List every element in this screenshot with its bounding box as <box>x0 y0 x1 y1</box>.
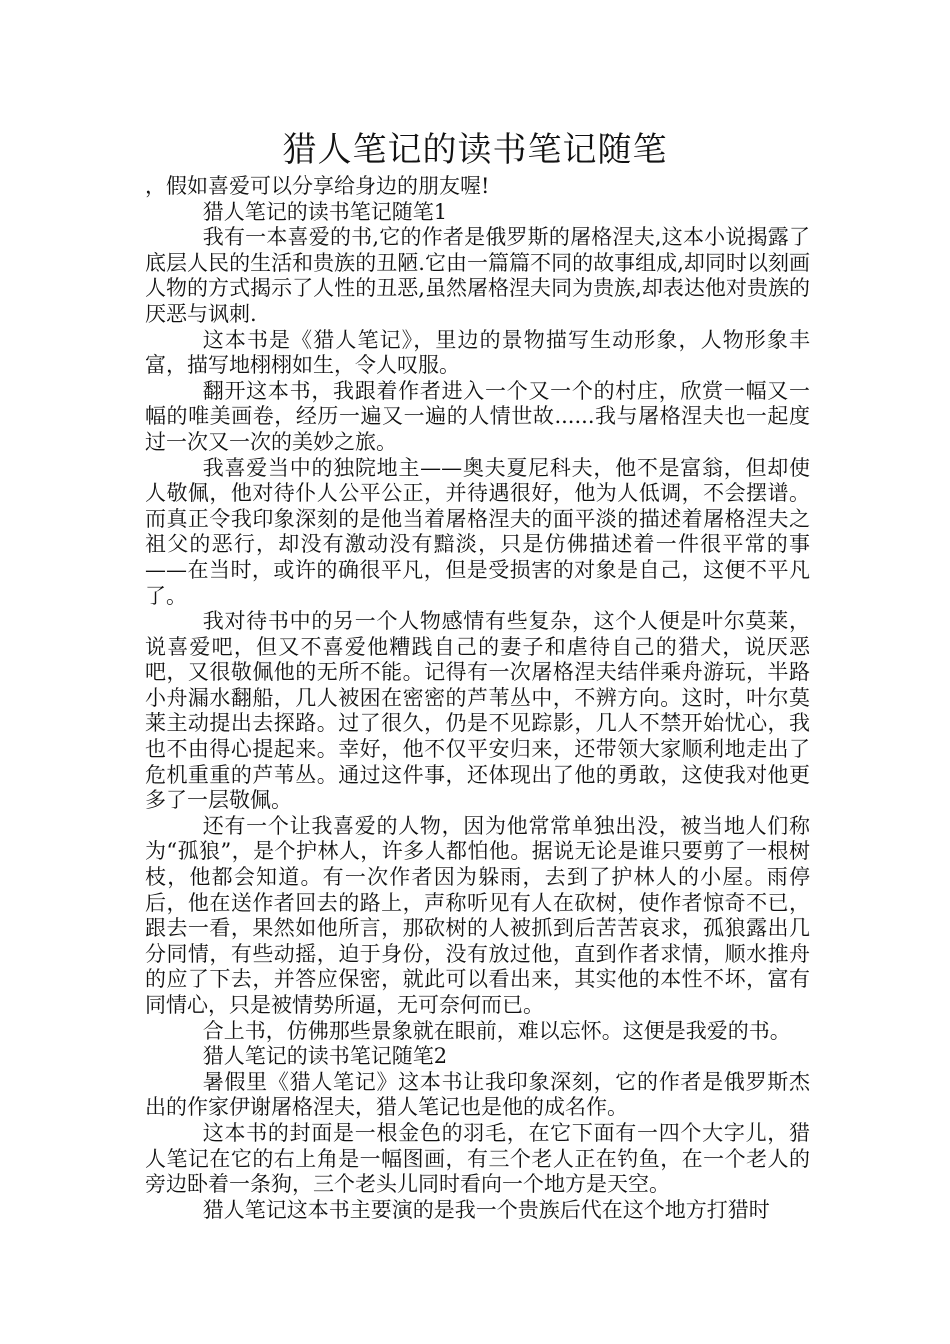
paragraph: 我喜爱当中的独院地主——奥夫夏尼科夫，他不是富翁，但却使人敬佩，他对待仆人公平公正，并待遇很好，他为人低调，不会摆谱。而真正令我印象深刻的是他当着屠格涅夫的面平淡的描述着屠格涅夫之祖父的恶行，却没有激动没有黯淡，只是仿佛描述着一件很平常的事——在当时，或许的确很平凡，但是受损害的对象是自己，这便不平凡了。 <box>145 455 810 608</box>
paragraph: ，假如喜爱可以分享给身边的朋友喔! <box>145 174 490 198</box>
paragraph: 暑假里《猎人笔记》这本书让我印象深刻，它的作者是俄罗斯杰出的作家伊谢屠格涅夫，猎人笔记也是他的成名作。 <box>145 1069 810 1120</box>
page-title: 猎人笔记的读书笔记随笔 <box>282 130 668 170</box>
paragraph: 猎人笔记的读书笔记随笔1 <box>202 199 448 224</box>
paragraph: 合上书，仿佛那些景象就在眼前，难以忘怀。这便是我爱的书。 <box>202 1018 791 1043</box>
paragraph: 我有一本喜爱的书,它的作者是俄罗斯的屠格涅夫,这本小说揭露了底层人民的生活和贵族的丑陋.它由一篇篇不同的故事组成,却同时以刻画人物的方式揭示了人性的丑恶,虽然屠格涅夫同为贵族,却表达他对贵族的厌恶与讽刺. <box>145 225 810 326</box>
document-body <box>145 174 810 1223</box>
paragraph: 翻开这本书，我跟着作者进入一个又一个的村庄，欣赏一幅又一幅的唯美画卷，经历一遍又一遍的人情世故......我与屠格涅夫也一起度过一次又一次的美妙之旅。 <box>145 378 810 454</box>
paragraph: 还有一个让我喜爱的人物，因为他常常单独出没，被当地人们称为“孤狼”，是个护林人，许多人都怕他。据说无论是谁只要剪了一根树枝，他都会知道。有一次作者因为躲雨，去到了护林人的小屋。雨停后，他在送作者回去的路上，声称听见有人在砍树，使作者惊奇不已，跟去一看，果然如他所言，那砍树的人被抓到后苦苦哀求，孤狼露出几分同情，有些动摇，迫于身份，没有放过他，直到作者求情，顺水推舟的应了下去，并答应保密，就此可以看出来，其实他的本性不坏，富有同情心，只是被情势所逼，无可奈何而已。 <box>145 813 810 1017</box>
paragraph: 猎人笔记这本书主要演的是我一个贵族后代在这个地方打猎时 <box>202 1197 770 1222</box>
paragraph: 猎人笔记的读书笔记随笔2 <box>202 1044 448 1069</box>
paragraph: 这本书的封面是一根金色的羽毛，在它下面有一四个大字儿，猎人笔记在它的右上角是一幅图画，有三个老人正在钓鱼，在一个老人的旁边卧着一条狗，三个老头儿同时看向一个地方是天空。 <box>145 1120 810 1197</box>
paragraph: 我对待书中的另一个人物感情有些复杂，这个人便是叶尔莫莱，说喜爱吧，但又不喜爱他糟践自己的妻子和虐待自己的猎犬，说厌恶吧，又很敬佩他的无所不能。记得有一次屠格涅夫结伴乘舟游玩，半路小舟漏水翻船，几人被困在密密的芦苇丛中，不辨方向。这时，叶尔莫莱主动提出去探路。过了很久，仍是不见踪影，几人不禁开始忧心，我也不由得心提起来。幸好，他不仅平安归来，还带领大家顺利地走出了危机重重的芦苇丛。通过这件事，还体现出了他的勇敢，这使我对他更多了一层敬佩。 <box>145 609 810 813</box>
paragraph: 这本书是《猎人笔记》，里边的景物描写生动形象，人物形象丰富，描写地栩栩如生，令人叹服。 <box>145 327 810 378</box>
